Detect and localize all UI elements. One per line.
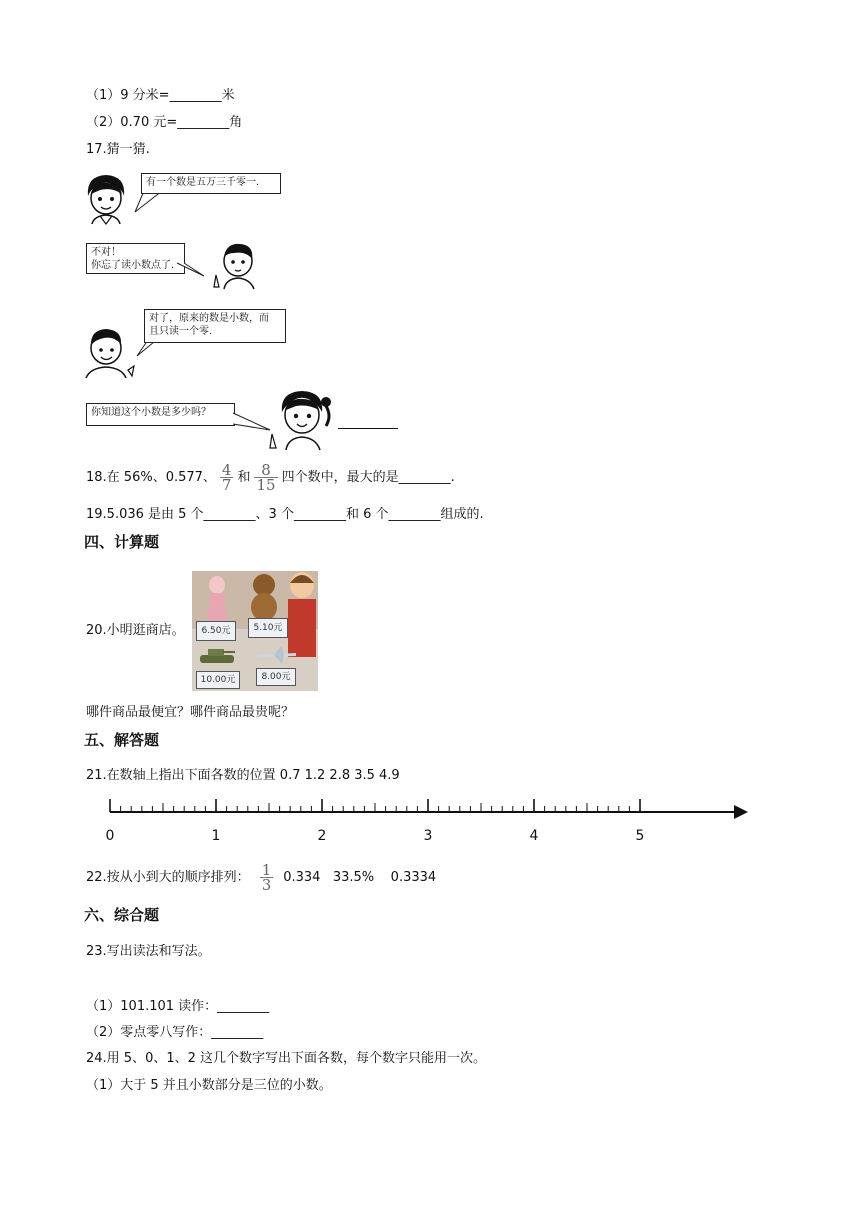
girl-cartoon-2 bbox=[266, 386, 338, 452]
bubble3-line1: 对了，原来的数是小数，而 bbox=[149, 313, 269, 324]
section5-title: 五、解答题 bbox=[84, 731, 160, 749]
q22-line bbox=[86, 856, 436, 900]
fraction-4-7: $\frac{4}{7}$ bbox=[221, 461, 232, 494]
price-tag-doll: 6.50元 bbox=[196, 621, 236, 641]
bubble4-text: 你知道这个小数是多少吗？ bbox=[91, 407, 211, 418]
q23-part1: （1）101.101 读作：________ bbox=[86, 999, 270, 1014]
q17-title: 17.猜一猜. bbox=[86, 142, 150, 157]
q24-title: 24.用 5、0、1、2 这几个数字写出下面各数，每个数字只能用一次。 bbox=[86, 1051, 487, 1066]
fraction-8-15: $\frac{8}{15}$ bbox=[256, 461, 276, 494]
shop-photo bbox=[192, 571, 318, 691]
q21-text: 21.在数轴上指出下面各数的位置 0.7 1.2 2.8 3.5 4.9 bbox=[86, 768, 400, 783]
q20-question: 哪件商品最便宜？哪件商品最贵呢？ bbox=[86, 705, 295, 720]
number-line-label: 1 bbox=[211, 828, 221, 844]
girl-cartoon-1 bbox=[82, 172, 132, 226]
speech-bubble-2 bbox=[86, 243, 185, 274]
speech-bubble-1 bbox=[141, 173, 281, 194]
q23-part2: （2）零点零八写作：________ bbox=[86, 1025, 264, 1040]
section6-title: 六、综合题 bbox=[84, 906, 160, 924]
fraction-1-3: $\frac{1}{3}$ bbox=[261, 861, 272, 894]
q23-title: 23.写出读法和写法。 bbox=[86, 944, 211, 959]
q22-numbers: 0.334 33.5% 0.3334 bbox=[283, 870, 437, 885]
doll-icon bbox=[202, 575, 232, 621]
number-line bbox=[100, 794, 760, 846]
speech-bubble-3 bbox=[144, 309, 286, 343]
q19-text: 19.5.036 是由 5 个________、3 个________和 6 个________组成的. bbox=[86, 507, 484, 522]
q18-prefix: 18.在 56%、0.577、 bbox=[86, 470, 216, 485]
number-line-label: 0 bbox=[105, 828, 115, 844]
price-tag-monkey: 5.10元 bbox=[248, 618, 288, 638]
q22-prefix: 22.按从小到大的顺序排列： bbox=[86, 870, 250, 885]
number-line-arrow bbox=[734, 805, 748, 819]
bubble2-tail bbox=[176, 262, 206, 278]
q18-line bbox=[86, 462, 455, 494]
boy-cartoon-2 bbox=[84, 324, 138, 380]
number-line-label: 2 bbox=[317, 828, 327, 844]
q16-part1: （1）9 分米=________米 bbox=[86, 88, 235, 103]
monkey-icon bbox=[247, 573, 281, 621]
q24-part1: （1）大于 5 并且小数部分是三位的小数。 bbox=[86, 1078, 332, 1093]
number-line-label: 4 bbox=[529, 828, 539, 844]
q18-suffix: 四个数中，最大的是________. bbox=[281, 470, 455, 485]
bubble1-text: 有一个数是五万三千零一. bbox=[146, 177, 260, 188]
price-tag-tank: 10.00元 bbox=[196, 671, 240, 689]
number-line-label: 5 bbox=[635, 828, 645, 844]
answer-blank-q17[interactable] bbox=[338, 428, 398, 429]
boy-cartoon-1 bbox=[210, 239, 262, 291]
bubble2-line2: 你忘了读小数点了. bbox=[91, 260, 175, 271]
tank-icon bbox=[198, 647, 236, 665]
bubble3-line2: 且只读一个零. bbox=[149, 326, 213, 337]
q20-text: 20.小明逛商店。 bbox=[86, 623, 185, 638]
speech-bubble-4 bbox=[86, 403, 235, 426]
price-tag-airplane: 8.00元 bbox=[256, 668, 296, 686]
airplane-icon bbox=[256, 643, 298, 665]
q16-part2: （2）0.70 元=________角 bbox=[86, 115, 243, 130]
number-line-label: 3 bbox=[423, 828, 433, 844]
section4-title: 四、计算题 bbox=[84, 533, 160, 551]
bubble2-line1: 不对！ bbox=[91, 247, 121, 258]
q18-and: 和 bbox=[237, 470, 251, 485]
